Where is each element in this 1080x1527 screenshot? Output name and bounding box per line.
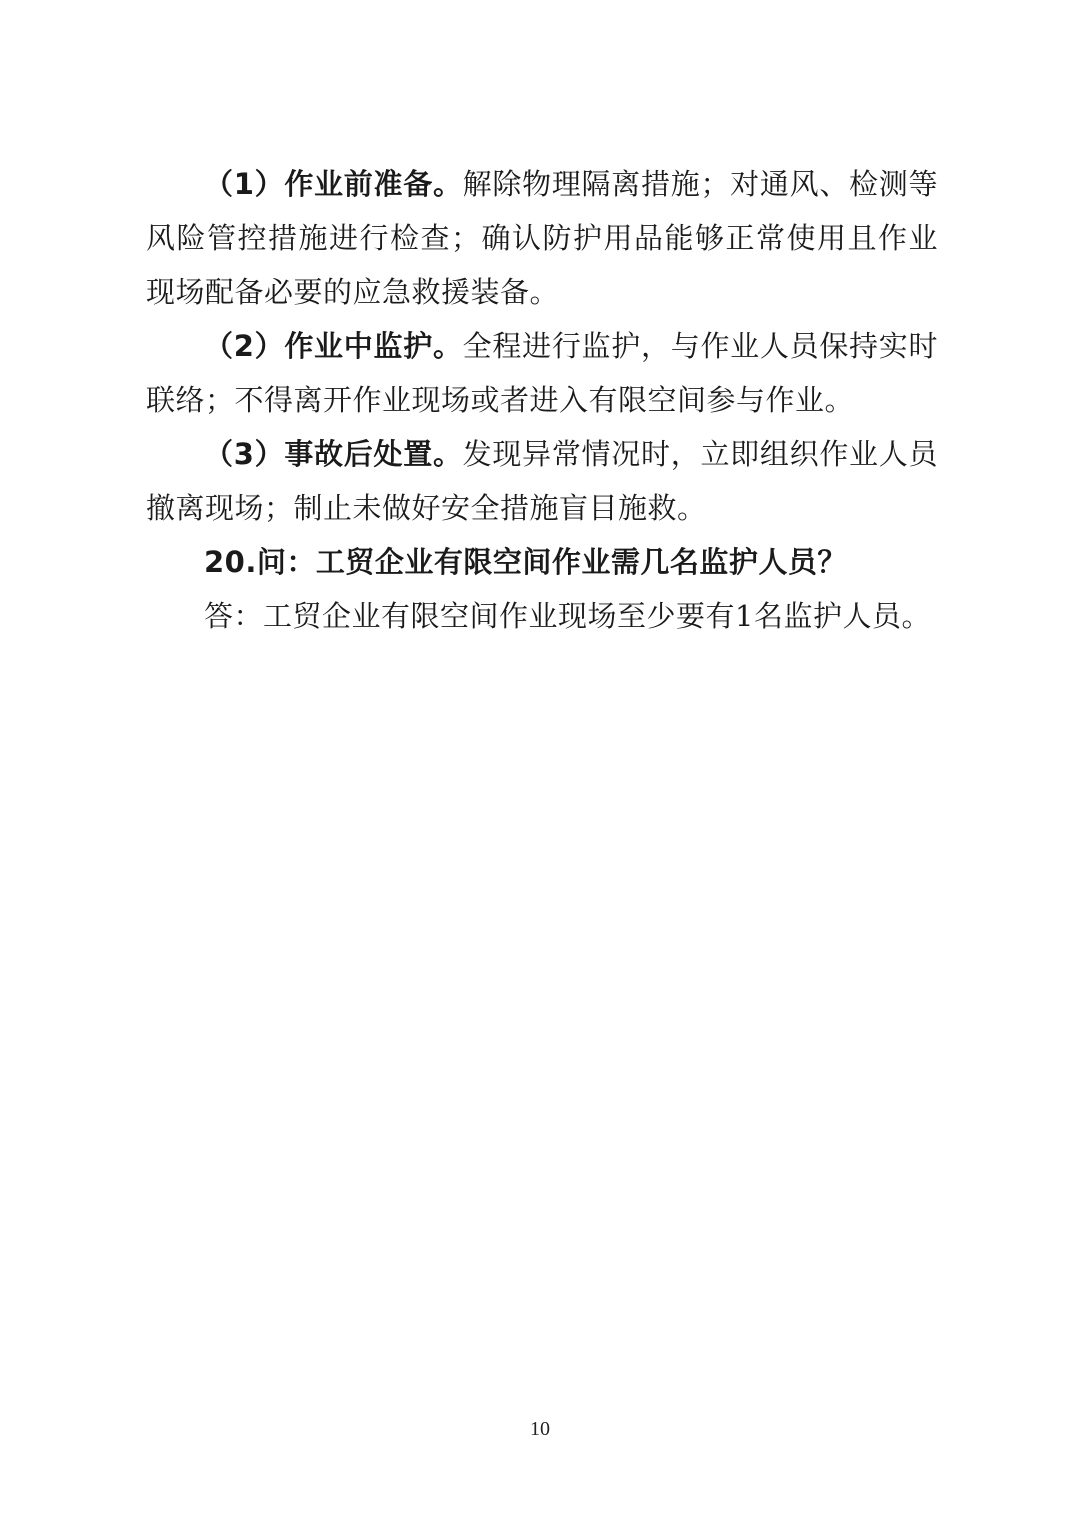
question-20: 20.问：工贸企业有限空间作业需几名监护人员？ [204,545,847,579]
paragraph-post-accident-handling [146,427,938,535]
heading-pre-work-preparation: （1）作业前准备。 [204,167,463,201]
heading-in-work-monitoring: （2）作业中监护。 [204,329,463,363]
text-in-work-monitoring: 全程进行监护，与作业人员保持实时联络；不得离开作业现场或者进入有限空间参与作业。 [146,329,938,417]
page-number: 10 [530,1418,550,1440]
answer-20: 答：工贸企业有限空间作业现场至少要有1名监护人员。 [204,599,931,633]
text-pre-work-preparation: 解除物理隔离措施；对通风、检测等风险管控措施进行检查；确认防护用品能够正常使用且作业现场配备必要的应急救援装备。 [146,167,938,309]
text-post-accident-handling: 发现异常情况时，立即组织作业人员撤离现场；制止未做好安全措施盲目施救。 [146,437,938,525]
paragraph-pre-work-preparation [146,157,938,319]
heading-post-accident-handling: （3）事故后处置。 [204,437,463,471]
document-body [146,157,938,643]
paragraph-in-work-monitoring [146,319,938,427]
